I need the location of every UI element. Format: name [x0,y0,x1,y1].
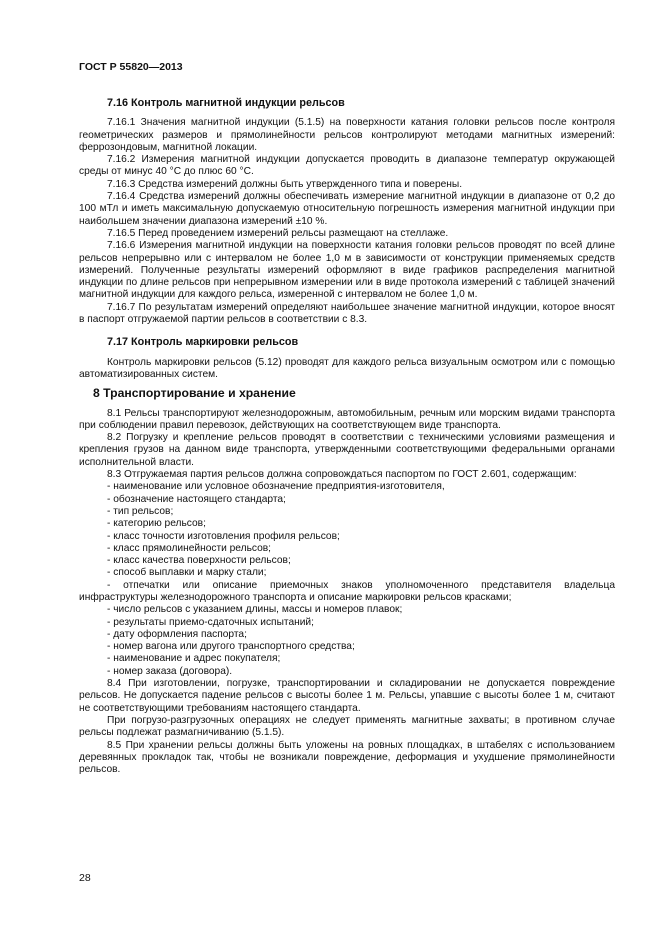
paragraph-7-16-3: 7.16.3 Средства измерений должны быть утвержденного типа и поверены. [107,178,463,190]
list-item: - число рельсов с указанием длины, массы и номеров плавок; [107,604,403,616]
section-title-7-17: 7.17 Контроль маркировки рельсов [107,336,299,349]
list-item: - класс точности изготовления профиля рельсов; [107,530,340,542]
list-item: - номер заказа (договора). [107,665,233,677]
paragraph-7-16-6: 7.16.6 Измерения магнитной индукции на поверхности катания головки рельсов проводят по всей длине рельсов непрерывно или с интервалом не более 1,0 м в зависимости от конструкции применяемых средств измерений. Полученные результаты измерений оформляют в виде графиков распределения магнитной индукции по длине рельсов при непрерывном измерении или в виде протокола измерений с таблицей значений магнитной индукции для каждого рельса, измеренной с интервалом не более 1,0 м. [79,240,615,301]
list-item: - категорию рельсов; [107,518,206,530]
paragraph-7-16-5: 7.16.5 Перед проведением измерений рельсы размещают на стеллаже. [107,227,449,239]
paragraph-8-5: 8.5 При хранении рельсы должны быть уложены на ровных площадках, в штабелях с использованием деревянных прокладок так, чтобы не возникали повреждение, деформация и ухудшение прямолинейности рельсов. [79,739,615,776]
list-item: - класс качества поверхности рельсов; [107,555,291,567]
page-number: 28 [79,872,91,884]
paragraph-7-16-1: 7.16.1 Значения магнитной индукции (5.1.5) на поверхности катания головки рельсов после контроля геометрических размеров и прямолинейности рельсов контролируют методами магнитных измерений: феррозондовым, магнитной локации. [79,117,615,153]
section-title-7-16: 7.16 Контроль магнитной индукции рельсов [107,97,345,109]
paragraph-8-4-magnetic: При погрузо-разгрузочных операциях не следует применять магнитные захваты; в противном случае рельсы подлежат размагничиванию (5.1.5). [79,714,615,739]
list-item: - обозначение настоящего стандарта; [107,493,286,505]
page-content [79,97,615,776]
list-item: - тип рельсов; [107,505,174,517]
paragraph-7-16-7: 7.16.7 По результатам измерений определяют наибольшее значение магнитной индукции, которое вносят в паспорт отгружаемой партии рельсов в соответствии с 8.3. [79,301,615,326]
list-item: - номер вагона или другого транспортного средства; [107,641,355,653]
list-item: - наименование или условное обозначение предприятия-изготовителя, [107,481,445,493]
list-item-long: - отпечатки или описание приемочных знаков уполномоченного представителя владельца инфраструктуры железнодорожного транспорта и описание маркировки рельсов красками; [79,579,615,603]
paragraph-8-1: 8.1 Рельсы транспортируют железнодорожным, автомобильным, речным или морским видами транспорта при соблюдении правил перевозок, действующих на соответствующем виде транспорта. [79,407,615,431]
paragraph-7-16-2: 7.16.2 Измерения магнитной индукции допускается проводить в диапазоне температур окружающей среды от минус 40 °С до плюс 60 °С. [79,154,615,178]
paragraph-8-3: 8.3 Отгружаемая партия рельсов должна сопровождаться паспортом по ГОСТ 2.601, содержащим: [107,469,577,481]
paragraph-8-2: 8.2 Погрузку и крепление рельсов проводят в соответствии с техническими условиями размещения и крепления грузов на данном виде транспорта, утвержденными соответствующими федеральными органами исполнительной власти. [79,432,615,468]
list-item: - дату оформления паспорта; [107,628,247,640]
list-item: - наименование и адрес покупателя; [107,653,281,665]
chapter-title-8: 8 Транспортирование и хранение [93,386,296,401]
list-item: - класс прямолинейности рельсов; [107,542,272,554]
paragraph-7-17: Контроль маркировки рельсов (5.12) проводят для каждого рельса визуальным осмотром или с помощью автоматизированных систем. [79,356,615,380]
document-header: ГОСТ Р 55820—2013 [79,61,183,73]
list-item: - результаты приемо-сдаточных испытаний; [107,616,314,628]
paragraph-7-16-4: 7.16.4 Средства измерений должны обеспечивать измерение магнитной индукции в диапазоне от 0,2 до 100 мТл и иметь максимальную допускаемую относительную погрешность измерения магнитной индукции при наибольшем значении диапазона измерений ±10 %. [79,191,615,227]
list-item: - способ выплавки и марку стали; [107,567,267,579]
paragraph-8-4: 8.4 При изготовлении, погрузке, транспортировании и складировании не допускается повреждение рельсов. Не допускается падение рельсов с высоты более 1 м. Рельсы, упавшие с высоты более 1 м, считают не соответствующими требованиям настоящего стандарта. [79,678,615,714]
